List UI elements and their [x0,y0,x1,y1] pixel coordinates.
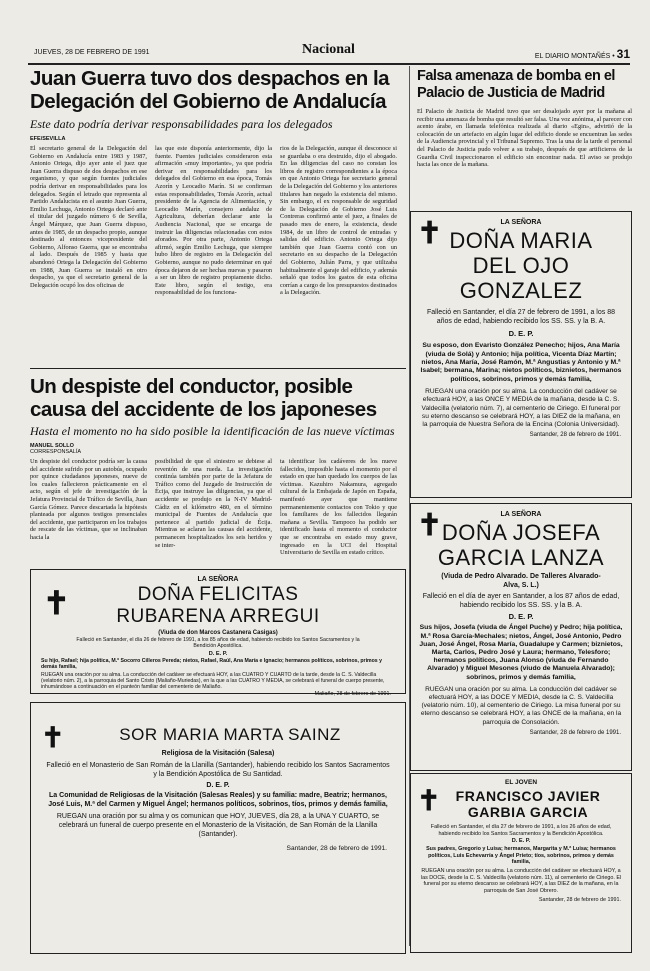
column-3: rios de la Delegación, aunque él desconoce si se guardaba o era destruido, dijo el abogado. En las diligencias del caso no constan los libros de registro correspondientes a la época en que Antonio Ortega fue secretario general de la Delegación del Gobierno y los anteriores titulares han negado la existencia del mismo. Sin embargo, el ex responsable de seguridad de la Delegación de Gobierno José Luis Contreras confirmó ante el juez, a finales de pasado mes de enero, la existencia, desde 1984, de un libro de control de entradas y salidas del edificio. Antonio Ortega dijo también que Juan Guerra contó con un secretario en su despacho de la Delegación del Gobierno, Julián Parra, y que utilizaba habitualmente el garaje del edificio, y además señaló que todos los gastos de esta oficina corrían a cargo de los presupuestos destinados a la Delegación. [280,145,397,297]
column-1: El secretario general de la Delegación del Gobierno en Andalucía entre 1983 y 1987, Antonio Ortega, dijo ayer ante el juez que Juan Guerra dispuso de dos despachos en ese organismo, y que según fuentes judiciales podría derivar en responsabilidades para los delegados. Según el letrado que representa al Partido Andalucista en el asunto Juan Guerra, Emilio Lechuga, Antonio Ortega declaró ante el titular del juzgado número 6 de Sevilla, Ángel Márquez, que Juan Guerra dispuso, antes de 1985, de un despacho propio, aunque destinado al entonces vicepresidente del Gobierno, Alfonso Guerra, que se encontraba al lado. Después de 1985 y hasta que abandonó Ortega la Delegación del Gobierno en 1988, Juan Guerra se instaló en otro despacho, ya que el secretario general de la Delegación ocupó los dos oficinas de [30,145,147,289]
obit-name-line3: GONZALEZ [459,278,583,303]
obit-date: Santander, 28 de febrero de 1991. [538,897,621,904]
obituary-francisco-javier [410,773,632,953]
obit-date: Santander, 28 de febrero de 1991. [529,729,621,736]
obit-name-line2: GARBIA GARCIA [467,804,589,820]
obituary-sor-maria-marta [30,702,406,954]
obit-title: LA SEÑORA [197,576,239,583]
obituary-maria-del-ojo [410,211,632,498]
cross-icon: ✝ [417,785,441,816]
obit-subtitle: (Viuda de Pedro Alvarado. De Talleres Alvarado-Alva, S. L.) [441,573,601,589]
section-title: Nacional [302,42,355,57]
obit-title: LA SEÑORA [500,219,542,226]
obit-dep: D. E. P. [508,329,534,339]
byline: MANUEL SOLLO [30,443,74,449]
cross-icon: ✝ [417,509,443,542]
obit-died: Falleció en el día de ayer en Santander, a los 87 años de edad, habiendo recibido los SS. SS. y la B. A. [422,593,620,609]
obituary-josefa-garcia [410,503,632,771]
cross-icon: ✝ [43,585,70,621]
headline: Un despiste del conductor, posible causa del accidente de los japoneses [30,375,377,421]
byline: EFE/SEVILLA [30,136,66,142]
obit-name-line2: GARCIA LANZA [437,545,605,570]
obit-dep: D. E. P. [511,838,531,845]
article-guerra [30,67,405,353]
obit-title: LA SEÑORA [500,511,542,518]
obit-dep: D. E. P. [208,650,228,657]
obit-subtitle: (Viuda de don Marcos Castanera Casigas) [158,630,278,636]
obit-dep: D. E. P. [508,612,534,622]
column-2: posibilidad de que el siniestro se debiese al reventón de una rueda. La investigación continúa también por parte de la Jefatura de Tráfico como del Juzgado de Instrucción de Écija, que instruye las diligencias, ya que el accidente se produjo en la N-IV Madrid-Cádiz en el kilómetro 480, en el término municipal de Fuentes de Andalucía que pertenece al partido judicial de Écija. Mientras se aclaran las causas del accidente, permanecen hospitalizados los seis heridos y se inter- [155,458,272,549]
obit-ruegan: RUEGAN una oración por su alma. La conducción del cadáver se efectuará HOY, a las DOCE Y MEDIA, desde la C. S. Valdecilla (velatorio núm. 10), al cementerio de Ciriego. La misa funeral por su eterno descanso se celebrará HOY, a las ONCE de la mañana, en la parroquia de Consolación. [420,685,622,726]
column-1: Un despiste del conductor podría ser la causa del accidente sufrido por un autobús, ocupado por quince ciudadanos japoneses, nueve de los cuales fallecieron prácticamente en el acto, según el jefe de investigación de la Jefatura Provincial de Tráfico de Sevilla, Juan García Gómez. Parece descartada la hipótesis planteada por algunos testigos presenciales del accidente, que participaron en los trabajos de rescate de las víctimas, que se inclinaban hacia la [30,458,147,541]
article-japoneses [30,375,405,596]
page-header [0,42,650,64]
obit-family: Su esposo, don Evaristo González Penecho; hijos, Ana María (viuda de Solá) y Antonio; hija política, Vicenta Díaz Martín; nietos, Ana María, José Ramón, M.ª Angustias y Antonio y M.ª Isabel; bermana, Marina; nietos políticos, biznietos, hermanos políticos, sobrinos, primos y demás familia, [420,342,622,383]
obit-died: Falleció en Santander, el día 27 de febrero de 1991, a los 26 años de edad, habiendo recibido los Santos Sacramentos y la Bendición Apostólica. [430,824,612,837]
obit-ruegan: RUEGAN una oración por su alma. La conducción del cadáver se efectuará HOY, a las DOCE, desde la C. S. Valdecilla (velatorio núm. 11), al cementerio de Ciriego. El funeral por su eterno descanso se celebrará HOY, a las DIEZ de la mañana, en la parroquia de San José Obrero. [420,867,622,894]
obit-name-line1: DOÑA MARIA [449,228,593,253]
obit-family: Sus padres, Gregorio y Luisa; hermanos, Margarita y M.ª Luisa; hermanos políticos, Luis Echevarría y Ángel Prieto; tíos, sobrinos, primos y demás familia, [426,846,616,866]
column-3: ta identificar los cadáveres de los nueve fallecidos, imposible hasta el momento por el estado en que han quedado los cuerpos de las víctimas. Kazuhiro Nakamura, agregado cultural de la Embajada de Japón en España, manifestó ayer que mantiene permanentemente contactos con Tokio y que los familiares de los fallecidos llegarán mañana a Sevilla. Tampoco ha podido ser identificado hasta el momento el conductor que se encontraba en estado muy grave, ingresado en la UCI del Hospital Universitario de Sevilla en estado crítico. [280,458,397,557]
header-rule [28,63,630,65]
obit-family: La Comunidad de Religiosas de la Visitación (Salesas Reales) y su familia: madre, Beatriz; hermanos, José Luis, M.ª del Carmen y Miguel Ángel; hermanos políticos, sobrinos, tíos, primos y demás familia, [48,792,388,808]
obit-family: Sus hijos, Josefa (viuda de Ángel Puche) y Pedro; hija política, M.ª Rosa García-Mechales; nietos, Ángel, José Antonio, Pedro Juan, José Ángel, Rosa María, Guadalupe y Carmen; biznietos, Marta, Carlos, Pedro José y Laura; hermano, Telesforo; hermanos políticos, Juana Alonso (viuda de Fernando Alvarado) y Miguel Mesones (viudo de Manuela Alvarado); sobrinos, primos y demás familia, [419,624,623,681]
obituary-felicitas-rubarena [30,569,406,697]
obit-date: Santander, 28 de febrero de 1991. [529,432,621,439]
obit-ruegan: RUEGAN una oración por su alma. La conducción del cadáver se efectuará HOY, a las CUATRO Y CUARTO de la tarde, desde la C. S. Valdecilla (velatorio núm. 2), a la parroquia del Santo Cristo (Maliaño-Muriedas), en la que a las CUATRO Y MEDIA, se celebrará el funeral de cuerpo presente, inhumándose a continuación en el panteón familiar del cementerio de Maliaño. [41,671,385,691]
obit-died: Falleció en Santander, el día 27 de febrero de 1991, a los 88 años de edad, habiendo recibido los SS. SS. y la B. A. [427,309,615,325]
obit-died: Falleció en el Monasterio de San Román de la Llanilla (Santander), habiendo recibido los Santos Sacramentos y la Bendición Apostólica de Su Santidad. [46,762,390,778]
column-2: las que este disponía anteriormente, dijo la fuente. Fuentes judiciales consideraron esta afirmación «muy importante», ya que podría derivar en responsabilidades para los delegados del Gobierno en esa época, Tomás Azorín y Leocadio Marín. Si se confirman estas responsabilidades, Tomás Azorín, actual presidente de la Agencia de Alimentación, y Leocadio Marín, consejero andaluz de Agricultura, deberían declarar ante la Audiencia Nacional, que se encarga de instruir las diligencias relacionadas con estos aforados. Por otra parte, Antonio Ortega afirmó, según Emilio Lechuga, que siempre hubo libro de registro en la Delegación del Gobierno, aunque no pudo determinar en qué época dejaron de ser hechas nuevas y pasaron a ser un libro de registro propiamente dicho. Este libro, según el testigo, era responsabilidad de los funciona- [155,145,272,297]
obit-dep: D. E. P. [206,782,230,790]
obit-name-line1: FRANCISCO JAVIER [455,788,601,804]
divider [30,368,406,369]
obit-name-line2: DEL OJO [472,253,570,278]
cross-icon: ✝ [41,722,65,753]
headline: Falsa amenaza de bomba en el Palacio de Justicia de Madrid [417,68,615,101]
obit-name: SOR MARIA MARTA SAINZ [119,725,341,744]
byline-location: CORRESPONSALÍA [30,449,82,455]
obit-date: Santander, 28 de febrero de 1991. [286,845,387,853]
obit-date: Maliaño, 28 de febrero de 1991. [314,690,391,697]
cross-icon: ✝ [417,217,443,250]
obit-name-line1: DOÑA JOSEFA [441,520,601,545]
headline: Juan Guerra tuvo dos despachos en la Delegación del Gobierno de Andalucía [30,67,390,113]
obit-died: Falleció en Santander, el día 26 de febrero de 1991, a los 85 años de edad, habiendo recibido los Santos Sacramentos y la Bendición Apostólica. [76,637,360,650]
obit-name-line2: RUBARENA ARREGUI [116,606,320,627]
header-date: JUEVES, 28 DE FEBRERO DE 1991 [34,49,150,56]
header-paper: EL DIARIO MONTAÑÉS • 31 [534,47,630,61]
deck: Este dato podría derivar responsabilidades para los delegados [30,117,333,131]
obit-family: Su hijo, Rafael; hija política, M.ª Socorro Cilleros Pereda; nietos, Rafael, Raúl, Ana María e Ignacio; hermanos políticos, sobrinos, primos y demás familia, [41,657,383,671]
obit-ruegan: RUEGAN una oración por su alma. La conducción del cadáver se efectuará HOY, a las ONCE Y MEDIA de la mañana, desde la C. S. Valdecilla (velatorio núm. 7), al cementerio de Ciriego. El funeral por su eterno descanso se celebrará HOY, a las DIEZ de la mañana, en la parroquia de Nuestra Señora de la Encina (Colonia Universidad). [421,388,621,429]
article-bomb [417,68,632,194]
obit-title: EL JOVEN [504,779,538,786]
article-body: El Palacio de Justicia de Madrid tuvo que ser desalojado ayer por la mañana al recibir una amenaza de bomba que resultó ser falsa. Una voz anónima, al parecer con acento árabe, en llamada telefónica realizada al diario «Egin», advirtió de la colocación de un artefacto en algún lugar del edificio donde se encuentran las sedes de la Audiencia provincial y el Tribunal Supremo. Tras la una de la tarde el personal del Palacio de Justicia pudo volver a su trabajo, después de que artificieros de la Guardia Civil inspeccionaron el edificio sin encontrar nada. El aviso se produjo hacia las once de la mañana. [417,108,632,169]
obit-subtitle: Religiosa de la Visitación (Salesa) [161,750,275,757]
deck: Hasta el momento no ha sido posible la identificación de las nueve víctimas [30,424,395,438]
obit-name-line1: DOÑA FELICITAS [137,584,299,605]
page-number: 31 [616,47,630,61]
obit-ruegan: RUEGAN una oración por su alma y os comunican que HOY, JUEVES, día 28, a la UNA Y CUARTO, se celebrará un funeral de cuerpo presente en el Monasterio de la Visitación, de San Román de la Llanilla (Santander). [56,813,380,838]
